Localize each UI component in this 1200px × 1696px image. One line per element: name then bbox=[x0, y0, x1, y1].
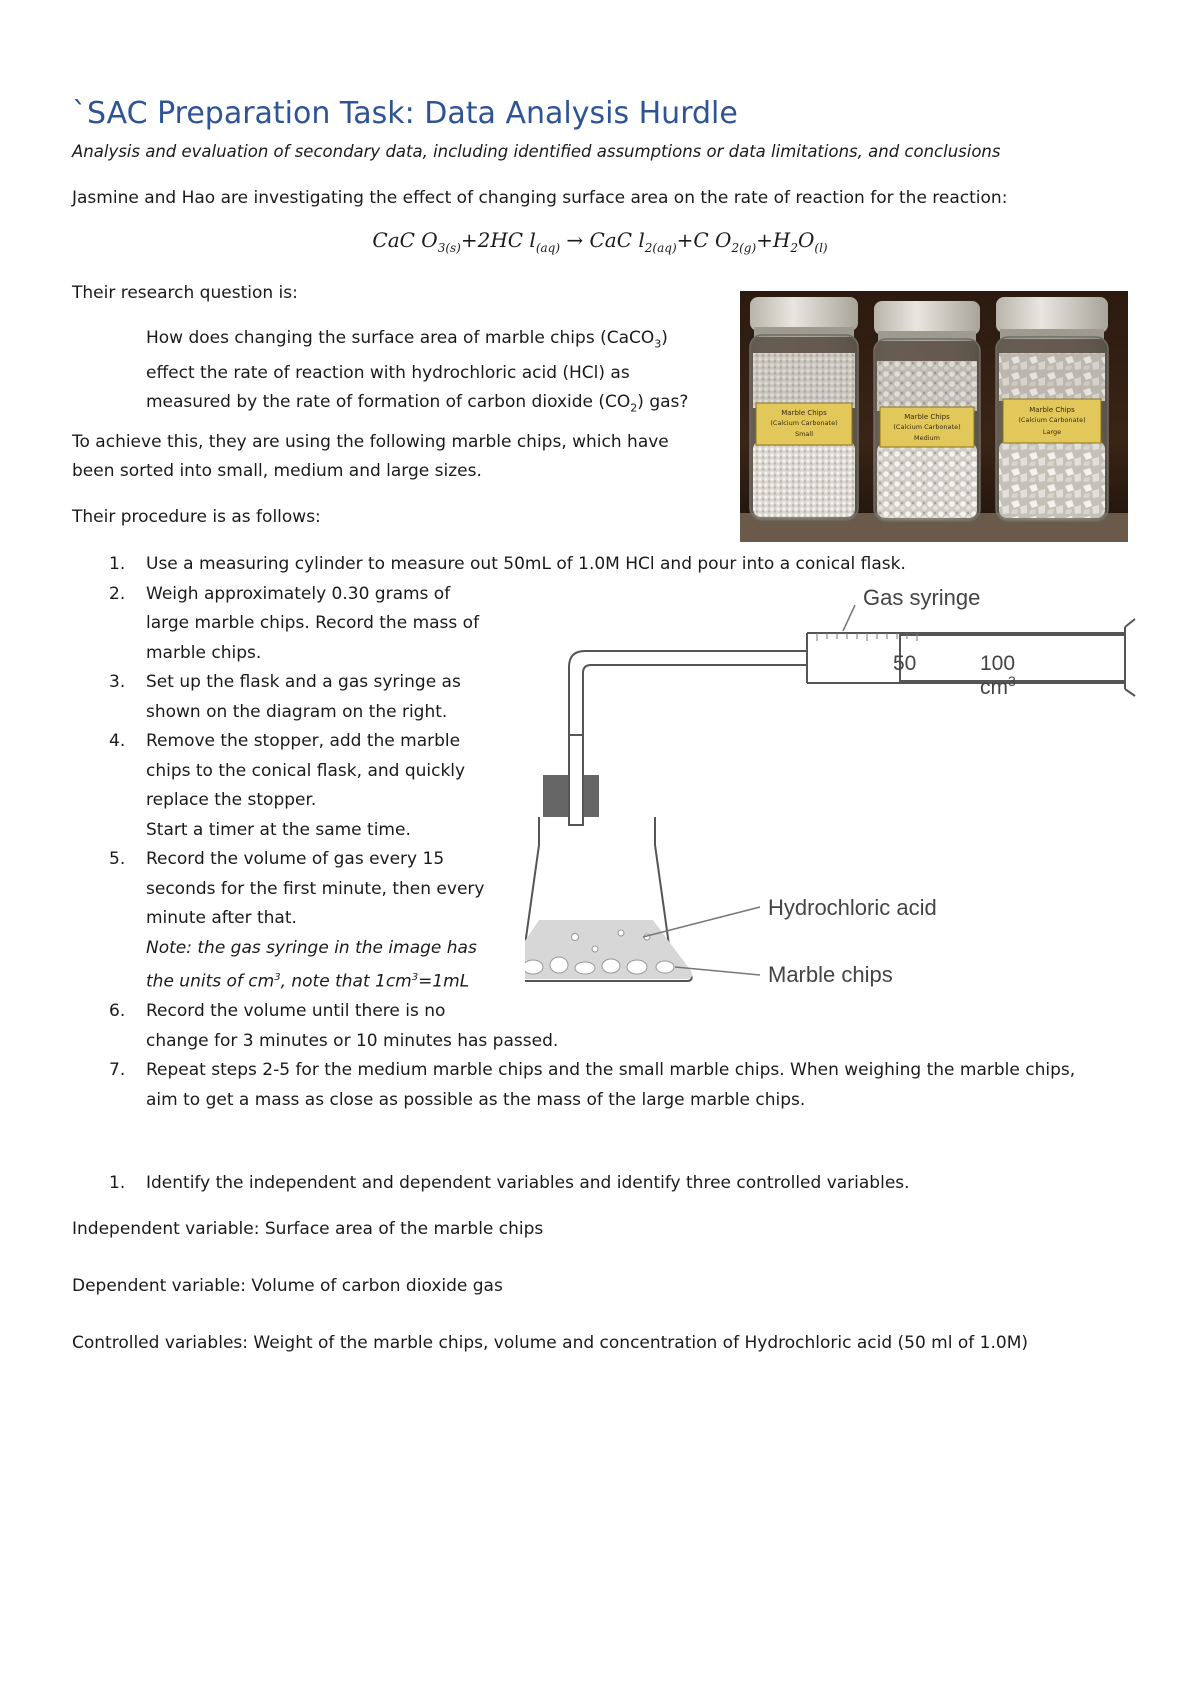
page-subtitle: Analysis and evaluation of secondary data, including identified assumptions or data limitations, and conclusions bbox=[72, 142, 1001, 161]
achieve-line-1: To achieve this, they are using the following marble chips, which have bbox=[72, 432, 669, 452]
hydrochloric-acid-label: Hydrochloric acid bbox=[768, 895, 937, 920]
question-item: 1. Identify the independent and dependent variables and identify three controlled variables. bbox=[109, 1173, 910, 1193]
question-list bbox=[72, 1169, 910, 1199]
procedure-step: 3. Set up the flask and a gas syringe as shown on the diagram on the right. bbox=[109, 672, 461, 722]
research-question: How does changing the surface area of marble chips (CaCO$_3$) effect the rate of reaction with hydrochloric acid (HCl) as measured by the rate of formation of carbon dioxide $(CO_2)$ gas? bbox=[146, 328, 689, 415]
svg-text:(Calcium Carbonate): (Calcium Carbonate) bbox=[770, 419, 838, 427]
svg-text:100: 100 bbox=[980, 652, 1016, 675]
units-note: Note: the gas syringe in the image has bbox=[146, 937, 477, 958]
page-title: `SAC Preparation Task: Data Analysis Hurdle bbox=[72, 96, 738, 131]
svg-text:Medium: Medium bbox=[914, 434, 940, 442]
svg-text:(Calcium Carbonate): (Calcium Carbonate) bbox=[1018, 416, 1086, 424]
svg-text:50: 50 bbox=[893, 652, 917, 675]
units-note-cont: the units of $cm^3$, note that $1cm^3=1mL$ bbox=[146, 971, 470, 992]
jar-medium bbox=[874, 301, 980, 521]
marble-chips-label: Marble chips bbox=[768, 962, 893, 987]
gas-syringe-label: Gas syringe bbox=[863, 585, 981, 610]
intro-text: Jasmine and Hao are investigating the effect of changing surface area on the rate of reaction for the reaction: bbox=[72, 188, 1008, 208]
achieve-line-2: been sorted into small, medium and large sizes. bbox=[72, 461, 482, 481]
research-question-label: Their research question is: bbox=[72, 283, 298, 303]
procedure-step: 6. Record the volume until there is no change for 3 minutes or 10 minutes has passed. bbox=[109, 1001, 559, 1051]
procedure-list bbox=[72, 550, 1075, 1115]
marble-chips-photo bbox=[740, 291, 1128, 542]
svg-text:Large: Large bbox=[1042, 428, 1062, 436]
procedure-step: 5. Record the volume of gas every 15 seconds for the first minute, then every minute after that. Note: the gas syringe in the image has the units of $cm^3$, note that $1cm^3=1mL$ bbox=[146, 845, 1075, 997]
jar-large bbox=[996, 297, 1108, 521]
svg-text:Marble Chips: Marble Chips bbox=[904, 413, 950, 421]
procedure-step: 2. Weigh approximately 0.30 grams of large marble chips. Record the mass of marble chips. bbox=[109, 583, 480, 663]
svg-text:Marble Chips: Marble Chips bbox=[781, 409, 827, 417]
procedure-step: 1. Use a measuring cylinder to measure out 50mL of 1.0M HCl and pour into a conical flask. bbox=[109, 554, 906, 574]
svg-text:Marble Chips: Marble Chips bbox=[1029, 406, 1075, 414]
svg-text:Small: Small bbox=[794, 430, 814, 438]
procedure-label: Their procedure is as follows: bbox=[72, 507, 321, 527]
svg-text:cm3: $cm^3$ bbox=[980, 673, 1016, 699]
controlled-variables-answer: Controlled variables: Weight of the marble chips, volume and concentration of Hydrochloric acid (50 ml of 1.0M) bbox=[72, 1333, 1028, 1353]
jar-small bbox=[750, 297, 858, 520]
svg-text:(Calcium Carbonate): (Calcium Carbonate) bbox=[893, 423, 961, 431]
independent-variable-answer: Independent variable: Surface area of the marble chips bbox=[72, 1219, 544, 1239]
procedure-step: 4. Remove the stopper, add the marble chips to the conical flask, and quickly replace the stopper. Start a timer at the same time. bbox=[109, 731, 466, 840]
dependent-variable-answer: Dependent variable: Volume of carbon dioxide gas bbox=[72, 1276, 503, 1296]
procedure-step: 7. Repeat steps 2-5 for the medium marble chips and the small marble chips. When weighing the marble chips, aim to get a mass as close as possible as the mass of the large marble chips. bbox=[109, 1060, 1076, 1110]
reaction-equation: CaC $O_{3(s)}+2HC$ $l_{(aq)}$ → CaC $l_{2(aq)}+C$ $O_{2(g)}+H_2O_{(l)}$ bbox=[372, 228, 828, 255]
